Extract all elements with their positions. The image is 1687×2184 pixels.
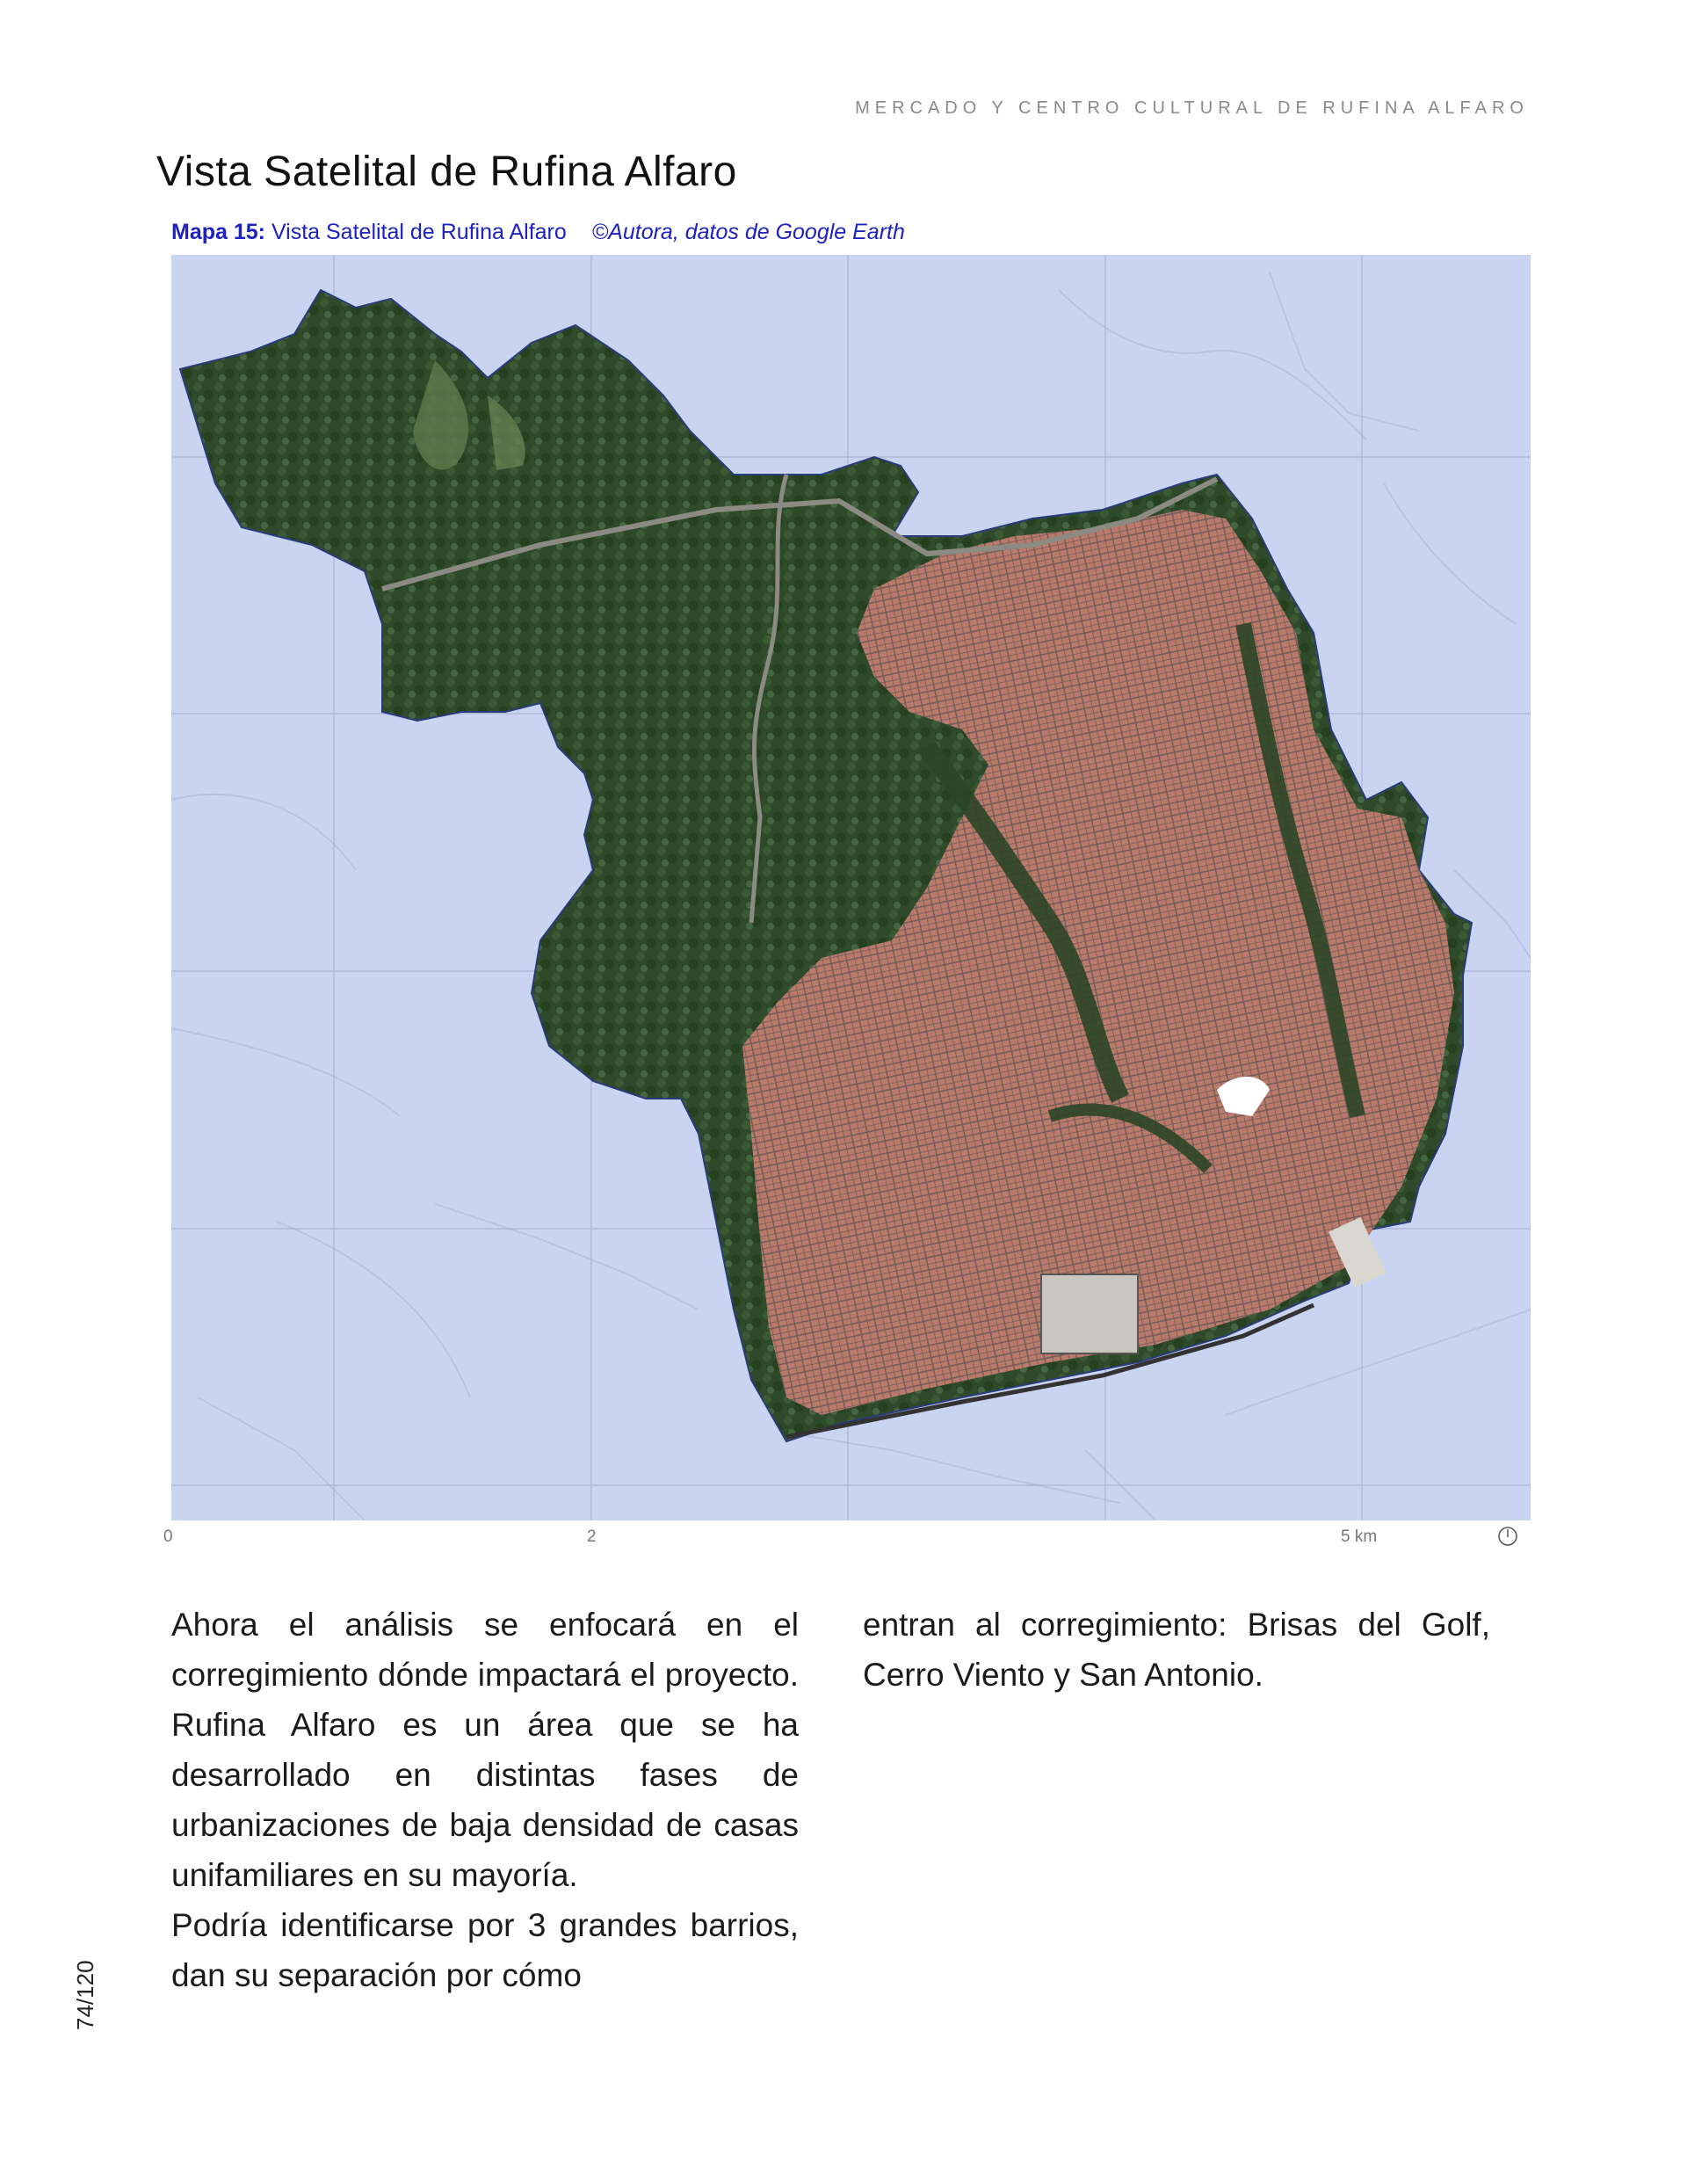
north-arrow-icon	[1497, 1526, 1518, 1547]
body-paragraph: Podría identificarse por 3 grandes barrios, dan su separación por cómo	[171, 1907, 799, 1993]
district-area	[180, 290, 1472, 1441]
body-text-left-column	[171, 1600, 799, 2000]
body-paragraph: entran al corregimiento: Brisas del Golf, Cerro Viento y San Antonio.	[863, 1607, 1490, 1693]
map-caption	[171, 220, 905, 245]
body-text-right-column	[863, 1600, 1490, 1700]
caption-label: Mapa 15:	[171, 220, 265, 244]
caption-text: Vista Satelital de Rufina Alfaro	[271, 220, 567, 244]
scale-end-label: 5 km	[1341, 1527, 1378, 1546]
page-title: Vista Satelital de Rufina Alfaro	[156, 149, 737, 195]
page-number: 74/120	[72, 1960, 98, 2030]
caption-credit: ©Autora, datos de Google Earth	[591, 220, 905, 244]
scale-start-label: 0	[163, 1527, 173, 1546]
body-paragraph: Ahora el análisis se enfocará en el corregimiento dónde impactará el proyecto. Rufina Alfaro es un área que se ha desarrollado en distintas fases de urbanizaciones de baja densidad de casas unifamiliares en su mayoría.	[171, 1607, 799, 1893]
satellite-map	[171, 255, 1531, 1520]
scale-mid-label: 2	[587, 1527, 597, 1546]
running-header: MERCADO Y CENTRO CULTURAL DE RUFINA ALFARO	[855, 98, 1529, 118]
